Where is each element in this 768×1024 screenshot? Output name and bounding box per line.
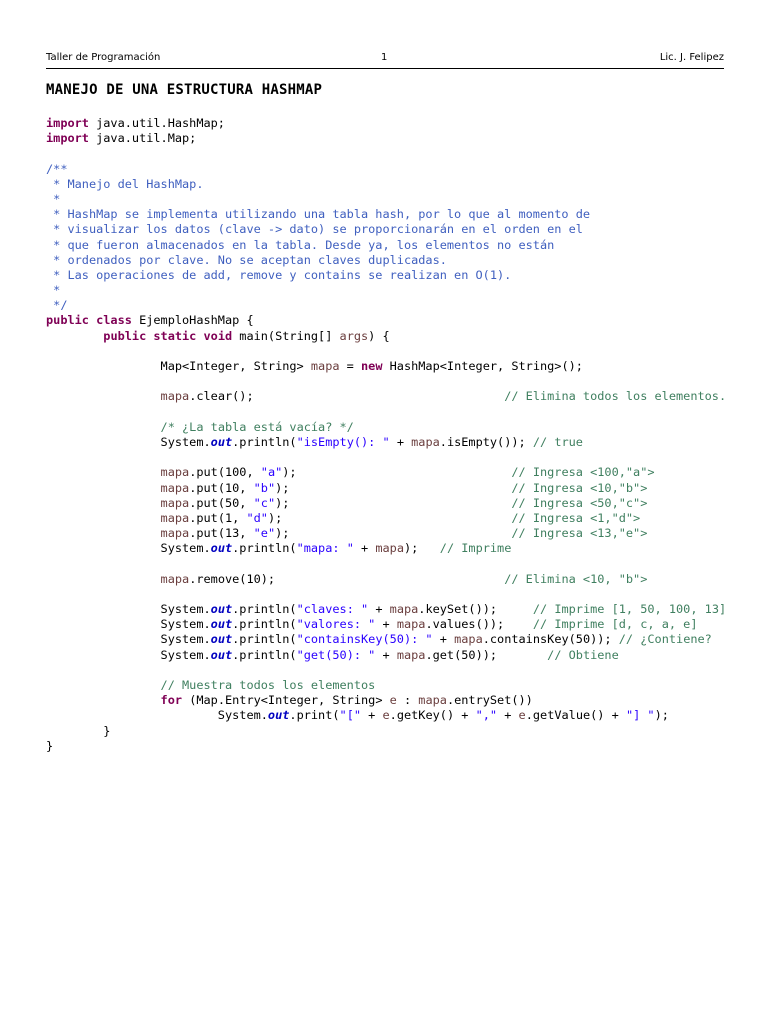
code-text: ); (654, 708, 669, 723)
code-line (46, 207, 726, 222)
doc-comment: * (46, 191, 61, 206)
header-course: Taller de Programación (46, 52, 161, 63)
code-text: } (46, 723, 111, 738)
code-text: .getValue() + (525, 708, 626, 723)
code-text (46, 526, 161, 540)
code-text: + (375, 647, 397, 662)
comment: /* ¿La tabla está vacía? */ (160, 419, 354, 434)
code-line (46, 648, 726, 663)
code-text: java.util.HashMap; (88, 116, 225, 130)
code-text: HashMap<Integer, String>(); (382, 359, 583, 373)
code-line (46, 602, 726, 617)
code-text: ); (275, 480, 512, 495)
header-author: Lic. J. Felipez (659, 52, 724, 63)
code-text: .remove(10); (189, 571, 505, 586)
static-field: out (210, 617, 233, 632)
variable: mapa (160, 526, 190, 541)
doc-comment: /** (46, 161, 68, 176)
code-line (46, 481, 726, 496)
code-line (46, 389, 726, 404)
code-text: .values()); (425, 617, 533, 632)
variable: mapa (418, 693, 447, 708)
code-text: } (46, 738, 54, 753)
comment: // ¿Contiene? (618, 632, 712, 647)
code-text: + (361, 708, 383, 723)
code-text (46, 496, 161, 510)
code-line (46, 146, 726, 161)
string-literal: "c" (253, 495, 276, 510)
code-text (46, 389, 161, 403)
string-literal: "containsKey(50): " (296, 632, 433, 647)
code-text: System. (46, 632, 211, 647)
string-literal: "] " (625, 708, 655, 723)
code-text: .println( (232, 647, 297, 662)
code-line (46, 131, 726, 146)
code-text: System. (46, 647, 211, 662)
code-line (46, 313, 726, 328)
doc-comment: */ (46, 298, 68, 313)
code-text: java.util.Map; (88, 131, 197, 146)
code-text: .put(50, (189, 495, 254, 510)
string-literal: "," (475, 708, 498, 723)
comment: // Imprime (439, 541, 512, 556)
code-text: .put(13, (189, 526, 254, 541)
code-text (46, 693, 161, 707)
code-line (46, 344, 726, 359)
code-text (46, 572, 161, 586)
code-text: + (375, 617, 397, 632)
code-line (46, 283, 726, 298)
doc-comment: * HashMap se implementa utilizando una tabla hash, por lo que al momento de (46, 207, 591, 222)
code-line (46, 268, 726, 283)
code-line (46, 420, 726, 435)
code-text: + (368, 602, 390, 616)
code-line (46, 116, 726, 131)
code-text: .keySet()); (418, 602, 533, 616)
variable: mapa (454, 632, 483, 647)
code-text: .containsKey(50)); (482, 632, 619, 647)
code-line (46, 511, 726, 526)
code-text (46, 678, 161, 692)
code-line (46, 450, 726, 465)
keyword: new (361, 359, 383, 373)
code-line (46, 253, 726, 268)
code-text (46, 420, 161, 434)
comment: // Muestra todos los elementos (160, 677, 376, 692)
code-line (46, 556, 726, 571)
header-page-number: 1 (381, 52, 388, 63)
code-text: .put(100, (189, 465, 261, 480)
string-literal: "isEmpty(): " (296, 434, 390, 449)
code-text: .println( (232, 434, 297, 449)
code-text: ); (275, 495, 512, 510)
code-text: ) { (368, 328, 390, 343)
code-text: .getKey() + (389, 708, 476, 723)
doc-comment: * visualizar los datos (clave -> dato) se proporcionarán en el orden en el (46, 222, 583, 237)
code-line (46, 632, 726, 647)
code-line (46, 222, 726, 237)
code-text: + (353, 541, 376, 556)
comment: // Elimina todos los elementos. (504, 389, 727, 404)
string-literal: "mapa: " (296, 541, 354, 556)
static-field: out (267, 708, 290, 723)
static-field: out (210, 602, 233, 616)
code-text: .clear(); (189, 389, 505, 404)
code-line (46, 541, 726, 556)
code-text: .println( (232, 632, 297, 647)
code-text: ); (282, 465, 512, 480)
string-literal: "d" (246, 510, 268, 525)
variable: mapa (160, 571, 190, 586)
code-text: EjemploHashMap { (131, 313, 254, 328)
static-field: out (210, 647, 233, 662)
code-text (46, 465, 161, 479)
comment: // Ingresa <100,"a"> (511, 465, 655, 480)
string-literal: "e" (253, 526, 276, 541)
variable: e (389, 693, 397, 708)
variable: mapa (160, 465, 190, 480)
variable: mapa (310, 359, 340, 373)
variable: e (382, 708, 390, 723)
string-literal: "get(50): " (296, 647, 376, 662)
comment: // true (532, 434, 583, 449)
code-text: ); (267, 510, 512, 525)
code-line (46, 162, 726, 177)
variable: mapa (160, 389, 190, 404)
code-line (46, 617, 726, 632)
keyword: import (46, 131, 89, 146)
variable: mapa (160, 480, 190, 495)
static-field: out (210, 632, 233, 647)
static-field: out (210, 434, 233, 449)
code-text: + (432, 632, 455, 647)
keyword: for (160, 693, 183, 708)
code-line (46, 587, 726, 602)
code-line (46, 177, 726, 192)
code-line (46, 405, 726, 420)
code-text: ); (275, 526, 512, 541)
code-line (46, 708, 726, 723)
code-text (46, 481, 161, 495)
code-text: .println( (232, 617, 297, 632)
code-line (46, 663, 726, 678)
code-listing (46, 116, 726, 754)
comment: // Ingresa <1,"d"> (511, 510, 641, 525)
string-literal: "[" (339, 708, 362, 723)
variable: mapa (160, 495, 190, 510)
code-text: .get(50)); (425, 647, 548, 662)
code-line (46, 359, 726, 374)
variable: args (339, 328, 369, 343)
code-text (46, 329, 103, 343)
code-line (46, 298, 726, 313)
code-text: .entrySet()) (446, 693, 533, 708)
string-literal: "a" (260, 465, 283, 480)
variable: mapa (396, 647, 426, 662)
doc-comment: * que fueron almacenados en la tabla. Desde ya, los elementos no están (46, 237, 555, 252)
code-text (46, 511, 161, 525)
variable: mapa (375, 541, 404, 556)
code-line (46, 192, 726, 207)
code-text: = (339, 359, 361, 373)
doc-comment: * Manejo del HashMap. (46, 176, 204, 191)
code-text: Map<Integer, String> (46, 359, 311, 373)
code-text: : (396, 693, 419, 708)
code-line (46, 374, 726, 389)
code-text: + (389, 434, 412, 449)
doc-comment: * (46, 283, 61, 298)
code-text: .isEmpty()); (439, 434, 533, 449)
comment: // Elimina <10, "b"> (504, 571, 648, 586)
code-line (46, 238, 726, 253)
variable: mapa (160, 510, 190, 525)
keyword: public static void (103, 328, 233, 343)
static-field: out (210, 541, 233, 556)
string-literal: "claves: " (296, 602, 369, 616)
code-text: System. (46, 617, 211, 632)
document-title: MANEJO DE UNA ESTRUCTURA HASHMAP (46, 82, 323, 98)
code-line (46, 693, 726, 708)
doc-comment: * Las operaciones de add, remove y contains se realizan en O(1). (46, 267, 512, 282)
comment: // Imprime [d, c, a, e] (532, 617, 698, 632)
variable: mapa (396, 617, 426, 632)
code-line (46, 465, 726, 480)
header-divider (46, 68, 724, 69)
page-header (46, 52, 724, 66)
code-text: System. (46, 541, 211, 556)
code-line (46, 678, 726, 693)
code-text: ); (403, 541, 440, 556)
code-line (46, 496, 726, 511)
comment: // Ingresa <13,"e"> (511, 526, 648, 541)
keyword: public class (46, 313, 132, 328)
code-text: + (497, 708, 519, 723)
string-literal: "b" (253, 480, 276, 495)
comment: // Ingresa <10,"b"> (511, 480, 648, 495)
code-text: .print( (289, 708, 340, 723)
code-line (46, 435, 726, 450)
string-literal: "valores: " (296, 617, 376, 632)
code-line (46, 526, 726, 541)
code-text: .println( (232, 602, 297, 616)
code-text: System. (46, 434, 211, 449)
comment: // Obtiene (547, 647, 619, 662)
variable: e (518, 708, 526, 723)
code-text: .put(1, (189, 510, 247, 525)
keyword: import (46, 116, 89, 130)
variable: mapa (389, 602, 419, 616)
code-text: System. (46, 708, 268, 723)
code-line (46, 572, 726, 587)
doc-comment: * ordenados por clave. No se aceptan claves duplicadas. (46, 252, 447, 267)
code-line (46, 724, 726, 739)
comment: // Ingresa <50,"c"> (511, 495, 648, 510)
comment: // Imprime [1, 50, 100, 13] (532, 602, 727, 616)
code-line (46, 739, 726, 754)
code-text: .println( (232, 541, 297, 556)
code-text: .put(10, (189, 480, 254, 495)
code-text: (Map.Entry<Integer, String> (182, 693, 390, 708)
variable: mapa (411, 434, 440, 449)
code-text: System. (46, 602, 211, 616)
code-line (46, 329, 726, 344)
code-text: main(String[] (232, 328, 340, 343)
